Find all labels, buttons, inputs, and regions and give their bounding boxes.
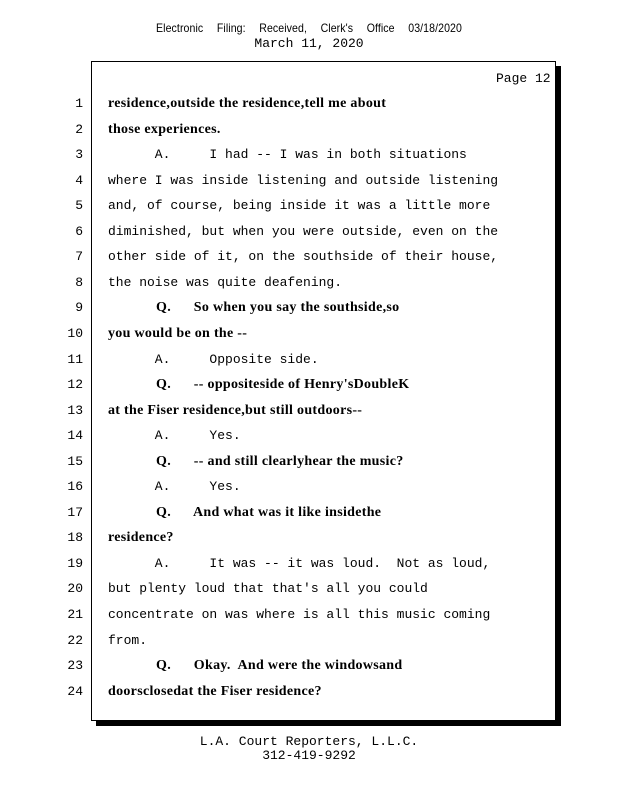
line-number: 12 — [67, 377, 83, 393]
line-number: 9 — [75, 300, 83, 316]
line-text: you would be on the -- — [108, 325, 248, 341]
line-number: 11 — [67, 351, 83, 367]
line-text: residence,outside the residence,tell me about — [108, 96, 387, 111]
transcript-line — [0, 684, 618, 709]
line-text: Q. And what was it like insidethe — [156, 504, 382, 520]
page-number: Page 12 — [496, 71, 551, 86]
line-text: at the Fiser residence,but still outdoors-- — [108, 402, 363, 418]
line-text: the noise was quite deafening. — [108, 274, 343, 290]
line-text: from. — [108, 632, 148, 648]
filing-stamp — [37, 21, 581, 35]
transcript-line — [0, 658, 618, 683]
transcript-line — [0, 198, 618, 223]
line-text: diminished, but when you were outside, even on the — [108, 223, 499, 239]
line-number: 2 — [75, 121, 83, 137]
line-number: 17 — [67, 504, 83, 520]
line-text: concentrate on was where is all this music coming — [108, 607, 491, 622]
line-number: 23 — [67, 658, 83, 674]
line-text: A. I had -- I was in both situations — [108, 147, 467, 163]
transcript-line — [0, 147, 618, 172]
line-text: those experiences. — [108, 121, 221, 137]
line-number: 3 — [75, 147, 83, 163]
transcript-line — [0, 581, 618, 606]
transcript-line — [0, 556, 618, 581]
line-text: Q. Okay. And were the windowsand — [156, 658, 403, 674]
line-number: 16 — [67, 479, 83, 495]
deposition-date: March 11, 2020 — [254, 36, 364, 51]
line-number: 15 — [67, 453, 83, 469]
transcript-line — [0, 479, 618, 504]
line-text: Q. So when you say the southside,so — [156, 300, 400, 316]
transcript-line — [0, 530, 618, 555]
transcript-line — [0, 454, 618, 479]
filing-date: 03/18/2020 — [408, 21, 462, 35]
line-number: 6 — [75, 223, 83, 239]
line-text: A. Yes. — [108, 428, 241, 444]
line-number: 13 — [67, 402, 83, 418]
line-number: 4 — [75, 172, 83, 188]
line-text: Q. -- and still clearlyhear the music? — [156, 453, 404, 469]
line-number: 5 — [75, 198, 83, 214]
transcript-line — [0, 122, 618, 147]
line-number: 1 — [75, 96, 83, 111]
line-number: 20 — [67, 581, 83, 597]
line-number: 19 — [67, 555, 83, 571]
line-text: A. Yes. — [108, 479, 241, 495]
line-text: but plenty loud that that's all you could — [108, 581, 428, 597]
transcript-line — [0, 633, 618, 658]
line-text: where I was inside listening and outside listening — [108, 172, 499, 188]
line-number: 8 — [75, 274, 83, 290]
line-number: 14 — [67, 428, 83, 444]
line-text: doorsclosedat the Fiser residence? — [108, 683, 322, 699]
line-number: 10 — [67, 325, 83, 341]
line-number: 22 — [67, 632, 83, 648]
filing-word: Filing: — [216, 21, 246, 35]
transcript-line — [0, 326, 618, 351]
line-text: other side of it, on the southside of their house, — [108, 249, 499, 265]
transcript-line — [0, 352, 618, 377]
transcript-line — [0, 428, 618, 453]
line-number: 21 — [67, 607, 83, 622]
transcript-line — [0, 607, 618, 632]
transcript-line — [0, 403, 618, 428]
line-text: residence? — [108, 530, 174, 546]
transcript-line — [0, 377, 618, 402]
line-text: A. It was -- it was loud. Not as loud, — [108, 555, 491, 571]
reporter-phone: 312-419-9292 — [262, 748, 356, 763]
line-text: Q. -- oppositeside of Henry'sDoubleK — [156, 377, 410, 393]
transcript-line — [0, 275, 618, 300]
filing-word: Office — [366, 21, 395, 35]
transcript-line — [0, 505, 618, 530]
transcript-line — [0, 249, 618, 274]
line-text: and, of course, being inside it was a little more — [108, 198, 491, 214]
line-number: 18 — [67, 530, 83, 546]
transcript-line — [0, 224, 618, 249]
filing-word: Clerk's — [320, 21, 354, 35]
line-number: 24 — [67, 683, 83, 699]
filing-word: Received, — [259, 21, 307, 35]
transcript-line — [0, 96, 618, 121]
line-number: 7 — [75, 249, 83, 265]
filing-word: Electronic — [156, 21, 204, 35]
transcript-line — [0, 173, 618, 198]
line-text: A. Opposite side. — [108, 351, 319, 367]
reporter-company: L.A. Court Reporters, L.L.C. — [199, 734, 419, 749]
transcript-line — [0, 300, 618, 325]
